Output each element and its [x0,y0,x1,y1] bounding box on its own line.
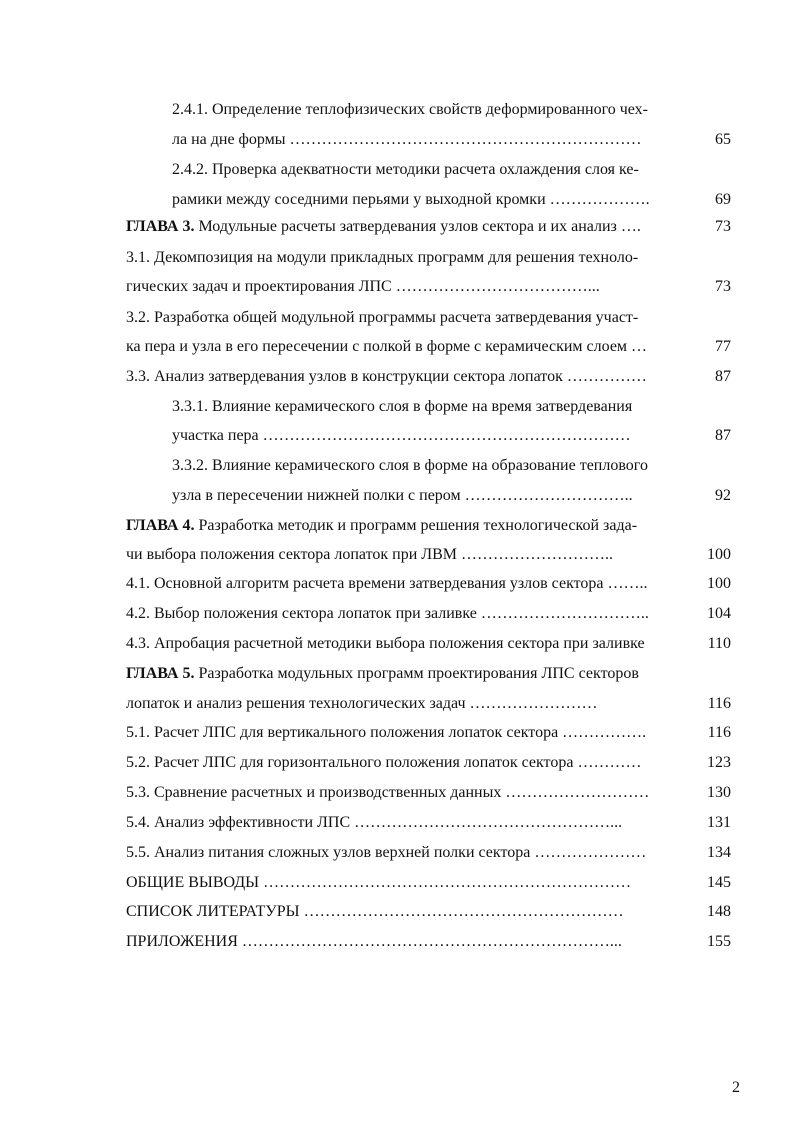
toc-entry-text: ка пера и узла в его пересечении с полкой в форме с керамическим слоем … [126,338,648,355]
toc-entry [0,125,793,155]
toc-entry-text: Модульные расчеты затвердевания узлов сектора и их анализ …. [194,218,641,235]
toc-entry-title [126,332,696,362]
toc-entry [0,243,793,273]
toc-entry-title [126,689,696,719]
toc-entry [0,897,793,927]
toc-entry [0,332,793,362]
toc-entry-text: рамики между соседними перьями у выходной кромки ………………. [172,191,650,208]
toc-entry [0,540,793,570]
toc-entry-text: 5.3. Сравнение расчетных и производственных данных ……………………… [126,784,650,801]
toc-entry-title [126,303,696,333]
toc-entry-title [126,540,696,570]
toc-entry [0,511,793,541]
toc-entry-text: ОБЩИЕ ВЫВОДЫ …………………………………………………………… [126,874,632,891]
toc-entry [0,421,793,451]
toc-entry-title [126,927,696,957]
toc-entry-page: 73 [715,218,731,235]
toc-entry-text: 3.1. Декомпозиция на модули прикладных программ для решения техноло- [126,249,639,266]
toc-entry-title [126,629,696,659]
toc-entry-title [172,481,696,511]
toc-entry [0,927,793,957]
toc-entry-title [126,868,696,898]
toc-entry-title [172,185,696,215]
toc-entry-text: 2.4.1. Определение теплофизических свойств деформированного чех- [172,101,649,118]
toc-entry-title [126,362,696,392]
toc-entry-title [126,212,696,242]
toc-entry-title [172,155,696,185]
toc-entry-page: 69 [715,191,731,208]
toc-entry [0,718,793,748]
toc-entry-text: чи выбора положения сектора лопаток при ЛВМ ……………………….. [126,546,614,563]
toc-entry-text: 5.2. Расчет ЛПС для горизонтального положения лопаток сектора ………… [126,754,642,771]
toc-entry [0,748,793,778]
page-number: 2 [732,1079,740,1096]
toc-entry-text: ПРИЛОЖЕНИЯ ……………………………………………………………... [126,933,622,950]
toc-entry-title [172,421,696,451]
toc-entry-page: 130 [707,784,731,801]
toc-entry-title [126,718,696,748]
toc-entry-text: 4.1. Основной алгоритм расчета времени затвердевания узлов сектора …….. [126,575,648,592]
toc-entry-page: 155 [707,933,731,950]
toc-entry-text: СПИСОК ЛИТЕРАТУРЫ …………………………………………………… [126,903,624,920]
chapter-label: ГЛАВА 3. [126,218,195,235]
toc-entry-title [126,659,696,689]
toc-entry-page: 73 [715,278,731,295]
toc-entry-title [126,778,696,808]
chapter-label: ГЛАВА 5. [126,665,195,682]
toc-entry-title [126,243,696,273]
toc-entry-page: 92 [715,487,731,504]
toc-entry-page: 100 [707,546,731,563]
toc-entry-title [172,392,696,422]
toc-entry [0,392,793,422]
toc-entry-title [172,451,696,481]
toc-entry-page: 148 [707,903,731,920]
toc-entry-text: 4.2. Выбор положения сектора лопаток при заливке ………………………….. [126,605,649,622]
toc-entry-page: 134 [707,844,731,861]
toc-entry [0,629,793,659]
toc-entry [0,808,793,838]
toc-entry [0,569,793,599]
toc-entry-page: 100 [707,575,731,592]
toc-entry-text: 3.3.2. Влияние керамического слоя в форме на образование теплового [172,457,648,474]
toc-entry [0,778,793,808]
toc-entry [0,95,793,125]
toc-entry-text: 3.3.1. Влияние керамического слоя в форме на время затвердевания [172,398,633,415]
toc-entry-text: Разработка модульных программ проектирования ЛПС секторов [194,665,639,682]
toc-entry-text: 5.1. Расчет ЛПС для вертикального положения лопаток сектора ……………. [126,724,647,741]
toc-entry-title [172,95,696,125]
toc-entry-text: участка пера …………………………………………………………… [172,427,631,444]
toc-entry [0,212,793,242]
toc-entry [0,303,793,333]
toc-entry [0,185,793,215]
toc-entry [0,155,793,185]
toc-entry-title [126,838,696,868]
toc-entry-title [126,599,696,629]
toc-entry-page: 131 [707,814,731,831]
toc-entry-text: 3.3. Анализ затвердевания узлов в конструкции сектора лопаток …………… [126,368,647,385]
toc-entry-title [172,125,696,155]
toc-entry-title [126,569,696,599]
toc-entry-title [126,272,696,302]
toc-entry-text: ла на дне формы ………………………………………………………… [172,131,642,148]
toc-entry-page: 87 [715,427,731,444]
toc-entry-text: гических задач и проектирования ЛПС ………………………………... [126,278,600,295]
toc-entry [0,599,793,629]
toc-entry-page: 116 [707,695,731,712]
toc-entry-page: 65 [715,131,731,148]
toc-entry [0,362,793,392]
toc-entry [0,272,793,302]
toc-entry-page: 77 [715,338,731,355]
toc-entry-page: 110 [707,635,731,652]
toc-entry-text: узла в пересечении нижней полки с пером ………………………….. [172,487,633,504]
toc-entry-title [126,511,696,541]
toc-entry [0,451,793,481]
toc-entry [0,868,793,898]
toc-entry-page: 116 [707,724,731,741]
toc-entry [0,481,793,511]
toc-entry-text: Разработка методик и программ решения технологической зада- [194,517,638,534]
toc-entry [0,659,793,689]
toc-entry-page: 145 [707,874,731,891]
toc-entry-text: 5.5. Анализ питания сложных узлов верхней полки сектора ………………… [126,844,647,861]
toc-entry-page: 104 [707,605,731,622]
toc-entry-title [126,897,696,927]
toc-entry-text: 2.4.2. Проверка адекватности методики расчета охлаждения слоя ке- [172,161,639,178]
toc-entry-text: лопаток и анализ решения технологических задач …………………… [126,695,598,712]
toc-entry-text: 4.3. Апробация расчетной методики выбора положения сектора при заливке [126,635,645,652]
chapter-label: ГЛАВА 4. [126,517,195,534]
toc-entry-title [126,808,696,838]
toc-entry-text: 5.4. Анализ эффективности ЛПС …………………………………………... [126,814,623,831]
toc-entry [0,689,793,719]
toc-entry-title [126,748,696,778]
toc-entry-text: 3.2. Разработка общей модульной программы расчета затвердевания участ- [126,309,639,326]
toc-entry-page: 87 [715,368,731,385]
toc-entry [0,838,793,868]
toc-entry-page: 123 [707,754,731,771]
